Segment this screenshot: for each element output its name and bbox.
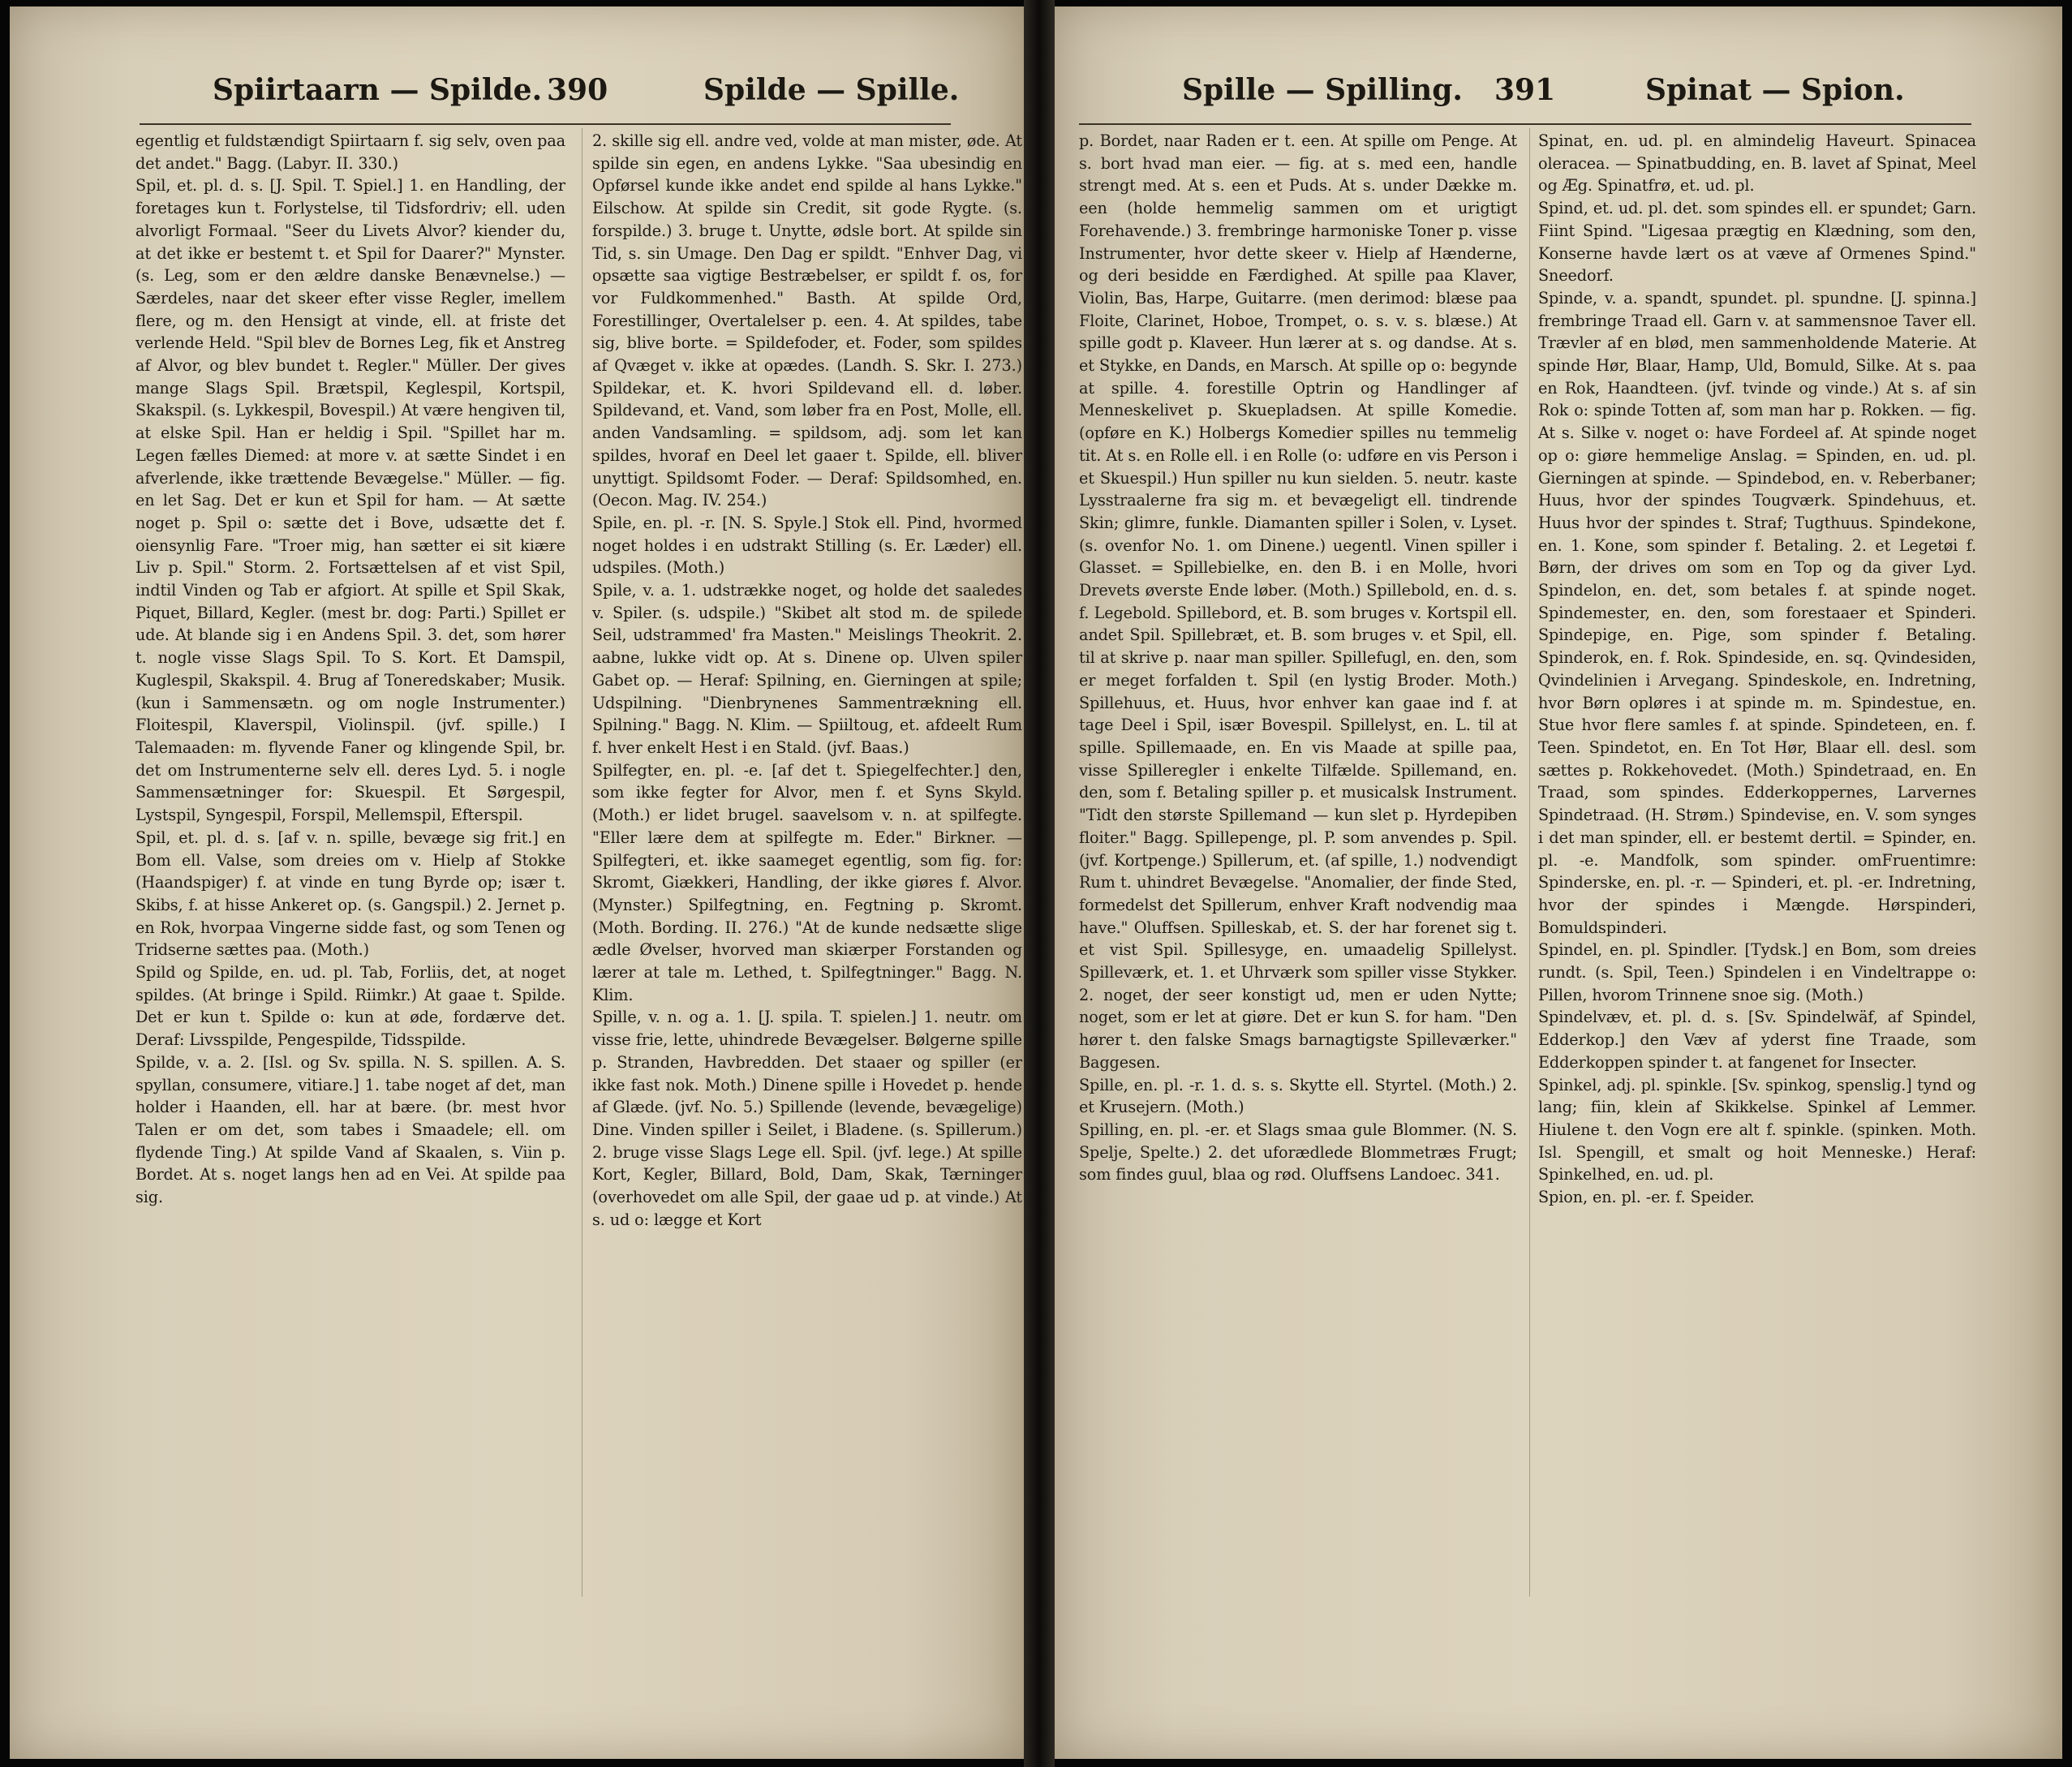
running-head-right: Spilde — Spille. bbox=[703, 73, 960, 107]
page-number: 391 bbox=[1494, 73, 1556, 107]
running-head-left: Spiirtaarn — Spilde. bbox=[213, 73, 543, 107]
running-head-left: Spille — Spilling. bbox=[1182, 73, 1463, 107]
header-rule bbox=[1079, 123, 1971, 125]
column-divider bbox=[1529, 128, 1530, 1597]
text-column-1: p. Bordet, naar Raden er t. een. At spille om Penge. At s. bort hvad man eier. — fig. at s. med een, handle strengt med. At s. een et Puds. At s. under Dække m. een (holde hemmelig sammen om et urigtigt Forehavende.) 3. frembringe harmoniske Toner p. visse Instrumenter, hvor dette skeer v. Hielp af Hænderne, og deri besidde en Færdighed. At spille paa Klaver, Violin, Bas, Harpe, Guitarre. (men derimod: blæse paa Floite, Clarinet, Hoboe, Trompet, o. s. v. s. blæse.) At spille godt p. Klaveer. Hun lærer at s. og dandse. At s. et Stykke, en Dands, en Marsch. At spille op o: begynde at spille. 4. forestille Optrin og Handlinger af Menneskelivet p. Skuepladsen. At spille Komedie. (opføre en K.) Holbergs Komedier spilles nu temmelig tit. At s. en Rolle ell. i en Rolle (o: udføre en vis Person i et Skuespil.) Hun spiller nu kun sielden. 5. neutr. kaste Lysstraalerne fra sig m. et bevægeligt ell. tindrende Skin; glimre, funkle. Diamanten spiller i Solen, v. Lyset. (s. ovenfor No. 1. om Dinene.) uegentl. Vinen spiller i Glasset. = Spillebielke, en. den B. i en Molle, hvori Drevets øverste Ende løber. (Moth.) Spillebold, en. d. s. f. Legebold. Spillebord, et. B. som bruges v. Kortspil ell. andet Spil. Spillebræt, et. B. som bruges v. et Spil, ell. til at skrive p. naar man spiller. Spillefugl, en. den, som er meget forfalden t. Spil (en lystig Broder. Moth.) Spillehuus, et. Huus, hvor enhver kan gaae ind f. at tage Deel i Spil, især Bovespil. Spillelyst, en. L. til at spille. Spillemaade, en. En vis Maade at spille paa, visse Spilleregler i enkelte Tilfælde. Spillemand, en. den, som f. Betaling spiller p. et musicalsk Instrument. "Tidt den største Spillemand — kun slet p. Hyrdepiben floiter." Bagg. Spillepenge, pl. P. som anvendes p. Spil. (jvf. Kortpenge.) Spillerum, et. (af spille, 1.) nodvendigt Rum t. uhindret Bevægelse. "Anomalier, der finde Sted, formedelst det Spillerum, enhver Kraft nodvendig maa have." Oluffsen. Spilleskab, et. S. der har forenet sig t. et vist Spil. Spillesyge, en. umaadelig Spillelyst. Spilleværk, et. 1. et Uhrværk som spiller visse Stykker. 2. noget, der seer konstigt ud, men er uden Nytte; noget, som er let at giøre. Det er kun S. for ham. "Den hører t. den falske Smags barnagtigste Spilleværker." Baggesen. Spille, en. pl. -r. 1. d. s. s. Skytte ell. Styrtel. (Moth.) 2. et Krusejern. (Moth.) Spilling, en. pl. -er. et Slags smaa gule Blommer. (N. S. Spelje, Spelte.) 2. det uforædlede Blommetræs Frugt; som findes guul, blaa og rød. Oluffsens Landoec. 341. bbox=[1079, 131, 1517, 1184]
right-page-header bbox=[1055, 73, 2062, 114]
right-page bbox=[1055, 6, 2062, 1759]
page-number: 390 bbox=[547, 73, 608, 107]
text-column-2: Spinat, en. ud. pl. en almindelig Haveurt. Spinacea oleracea. — Spinatbudding, en. B. lavet af Spinat, Meel og Æg. Spinatfrø, et. ud. pl. Spind, et. ud. pl. det. som spindes ell. er spundet; Garn. Fiint Spind. "Ligesaa prægtig en Klædning, som den, Konserne havde lært os at væve af Ormenes Spind." Sneedorf. Spinde, v. a. spandt, spundet. pl. spundne. [J. spinna.] frembringe Traad ell. Garn v. at sammensnoe Taver ell. Trævler af en blød, men sammenholdende Materie. At spinde Hør, Blaar, Hamp, Uld, Bomuld, Silke. At s. paa en Rok, Haandteen. (jvf. tvinde og vinde.) At s. af sin Rok o: spinde Totten af, som man har p. Rokken. — fig. At s. Silke v. noget o: have Fordeel af. At spinde noget op o: giøre hemmelige Anslag. = Spinden, en. ud. pl. Gierningen at spinde. — Spindebod, en. v. Reberbaner; Huus, hvor der spindes Tougværk. Spindehuus, et. Huus hvor der spindes t. Straf; Tugthuus. Spindekone, en. 1. Kone, som spinder f. Betaling. 2. et Legetøi f. Børn, der drives om som en Top og da giver Lyd. Spindelon, en. det, som betales f. at spinde noget. Spindemester, en. den, som forestaaer et Spinderi. Spindepige, en. Pige, som spinder f. Betaling. Spinderok, en. f. Rok. Spindeside, en. sq. Qvindesiden, Qvindelinien i Arvegang. Spindeskole, en. Indretning, hvor Børn opløres i at spinde m. m. Spindestue, en. Stue hvor flere samles f. at spinde. Spindeteen, en. f. Teen. Spindetot, en. En Tot Hør, Blaar ell. desl. som sættes p. Rokkehovedet. (Moth.) Spindetraad, en. En Traad, som spindes. Edderkoppernes, Larvernes Spindetraad. (H. Strøm.) Spindevise, en. V. som synges i det man spinder, ell. er bestemt dertil. = Spinder, en. pl. -e. Mandfolk, som spinder. omFruentimre: Spinderske, en. pl. -r. — Spinderi, et. pl. -er. Indretning, hvor der spindes i Mængde. Hørspinderi, Bomuldspinderi. Spindel, en. pl. Spindler. [Tydsk.] en Bom, som dreies rundt. (s. Spil, Teen.) Spindelen i en Vindeltrappe o: Pillen, hvorom Trinnene snoe sig. (Moth.) Spindelvæv, et. pl. d. s. [Sv. Spindelwäf, af Spindel, Edderkop.] den Væv af yderst fine Traade, som Edderkoppen spinder t. at fangenet for Insecter. Spinkel, adj. pl. spinkle. [Sv. spinkog, spenslig.] tynd og lang; fiin, klein af Skikkelse. Spinkel af Lemmer. Hiulene t. den Vogn ere alt f. spinkle. (spinken. Moth. Isl. Spengill, et smalt og hoit Menneske.) Heraf: Spinkelhed, en. ud. pl. Spion, en. pl. -er. f. Speider. bbox=[1538, 131, 1976, 1207]
text-column-1: egentlig et fuldstændigt Spiirtaarn f. sig selv, oven paa det andet." Bagg. (Labyr. II. 330.) Spil, et. pl. d. s. [J. Spil. T. Spiel.] 1. en Handling, der foretages kun t. Forlystelse, til Tidsfordriv; ell. uden alvorligt Formaal. "Seer du Livets Alvor? kiender du, at det ikke er bestemt t. et Spil for Daarer?" Mynster. (s. Leg, som er den ældre danske Benævnelse.) — Særdeles, naar det skeer efter visse Regler, imellem flere, og m. den Hensigt at vinde, ell. at friste det verlende Held. "Spil blev de Bornes Leg, fik et Anstreg af Alvor, og blev bundet t. Regler." Müller. Der gives mange Slags Spil. Brætspil, Keglespil, Kortspil, Skakspil. (s. Lykkespil, Bovespil.) At være hengiven til, at elske Spil. Han er heldig i Spil. "Spillet har m. Legen fælles Diemed: at more v. at sætte Sindet i en afverlende, ikke trættende Bevægelse." Müller. — fig. en let Sag. Det er kun et Spil for ham. — At sætte noget p. Spil o: sætte det i Bove, udsætte det f. oiensynlig Fare. "Troer mig, han sætter ei sit kiære Liv p. Spil." Storm. 2. Fortsættelsen af et vist Spil, indtil Vinden og Tab er afgiort. At spille et Spil Skak, Piquet, Billard, Kegler. (mest br. dog: Parti.) Spillet er ude. At blande sig i en Andens Spil. 3. det, som hører t. nogle visse Slags Spil. To S. Kort. Et Damspil, Kuglespil, Skakspil. 4. Brug af Toneredskaber; Musik. (kun i Sammensætn. og om nogle Instrumenter.) Floitespil, Klaverspil, Violinspil. (jvf. spille.) I Talemaaden: m. flyvende Faner og klingende Spil, br. det om Instrumenterne selv ell. deres Lyd. 5. i nogle Sammensætninger for: Skuespil. Et Sørgespil, Lystspil, Syngespil, Forspil, Mellemspil, Efterspil. Spil, et. pl. d. s. [af v. n. spille, bevæge sig frit.] en Bom ell. Valse, som dreies om v. Hielp af Stokke (Haandspiger) f. at vinde en tung Byrde op; især t. Skibs, f. at hisse Ankeret op. (s. Gangspil.) 2. Jernet p. en Rok, hvorpaa Vingerne sidde fast, og som Tenen og Tridserne sættes paa. (Moth.) Spild og Spilde, en. ud. pl. Tab, Forliis, det, at noget spildes. (At bringe i Spild. Riimkr.) At gaae t. Spilde. Det er kun t. Spilde o: kun at øde, fordærve det. Deraf: Livsspilde, Pengespilde, Tidsspilde. Spilde, v. a. 2. [Isl. og Sv. spilla. N. S. spillen. A. S. spyllan, consumere, vitiare.] 1. tabe noget af det, man holder i Haanden, ell. har at bære. (br. mest hvor Talen er om det, som tabes i Smaadele; ell. om flydende Ting.) At spilde Vand af Skaalen, s. Viin p. Bordet. At s. noget langs hen ad en Vei. At spilde paa sig. bbox=[135, 131, 565, 1207]
book-gutter bbox=[1024, 0, 1055, 1767]
header-rule bbox=[140, 123, 951, 125]
left-page-header bbox=[10, 73, 1024, 114]
left-page bbox=[10, 6, 1024, 1759]
running-head-right: Spinat — Spion. bbox=[1645, 73, 1905, 107]
text-column-2: 2. skille sig ell. andre ved, volde at man mister, øde. At spilde sin egen, en andens Lykke. "Saa ubesindig en Opførsel kunde ikke andet end spilde al hans Lykke." Eilschow. At spilde sin Credit, sit gode Rygte. (s. forspilde.) 3. bruge t. Unytte, ødsle bort. At spilde sin Tid, s. sin Umage. Den Dag er spildt. "Enhver Dag, vi opsætte saa vigtige Bestræbelser, er spildt f. os, for vor Fuldkommenhed." Basth. At spilde Ord, Forestillinger, Overtalelser p. een. 4. At spildes, tabe sig, blive borte. = Spildefoder, et. Foder, som spildes af Qvæget v. ikke at opædes. (Landh. S. Skr. I. 273.) Spildekar, et. K. hvori Spildevand ell. d. løber. Spildevand, et. Vand, som løber fra en Post, Molle, ell. anden Vandsamling. = spildsom, adj. som let kan spildes, hvoraf en Deel let gaaer t. Spilde, ell. bliver unyttigt. Spildsomt Foder. — Deraf: Spildsomhed, en. (Oecon. Mag. IV. 254.) Spile, en. pl. -r. [N. S. Spyle.] Stok ell. Pind, hvormed noget holdes i en udstrakt Stilling (s. Er. Læder) ell. udspiles. (Moth.) Spile, v. a. 1. udstrække noget, og holde det saaledes v. Spiler. (s. udspile.) "Skibet alt stod m. de spilede Seil, udstrammed' fra Masten." Meislings Theokrit. 2. aabne, lukke vidt op. At s. Dinene op. Ulven spiler Gabet op. — Heraf: Spilning, en. Gierningen at spile; Udspilning. "Dienbrynenes Sammentrækning ell. Spilning." Bagg. N. Klim. — Spiiltoug, et. afdeelt Rum f. hver enkelt Hest i en Stald. (jvf. Baas.) Spilfegter, en. pl. -e. [af det t. Spiegelfechter.] den, som ikke fegter for Alvor, men f. et Syns Skyld. (Moth.) er lidet brugel. saavelsom v. n. at spilfegte. "Eller lære dem at spilfegte m. Eder." Birkner. — Spilfegteri, et. ikke saameget egentlig, som fig. for: Skromt, Giækkeri, Handling, der ikke giøres f. Alvor. (Mynster.) Spilfegtning, en. Fegtning p. Skromt. (Moth. Bording. II. 276.) "At de kunde nedsætte slige ædle Øvelser, hvorved man skiærper Forstanden og lærer at tale m. Lethed, t. Spilfegtninger." Bagg. N. Klim. Spille, v. n. og a. 1. [J. spila. T. spielen.] 1. neutr. om visse frie, lette, uhindrede Bevægelser. Bølgerne spille p. Stranden, Havbredden. Det staaer og spiller (er ikke fast nok. Moth.) Dinene spille i Hovedet p. hende af Glæde. (jvf. No. 5.) Spillende (levende, bevægelige) Dine. Vinden spiller i Seilet, i Bladene. (s. Spillerum.) 2. bruge visse Slags Lege ell. Spil. (jvf. lege.) At spille Kort, Kegler, Billard, Bold, Dam, Skak, Tærninger (overhovedet om alle Spil, der gaae ud p. at vinde.) At s. ud o: lægge et Kort bbox=[592, 131, 1022, 1229]
